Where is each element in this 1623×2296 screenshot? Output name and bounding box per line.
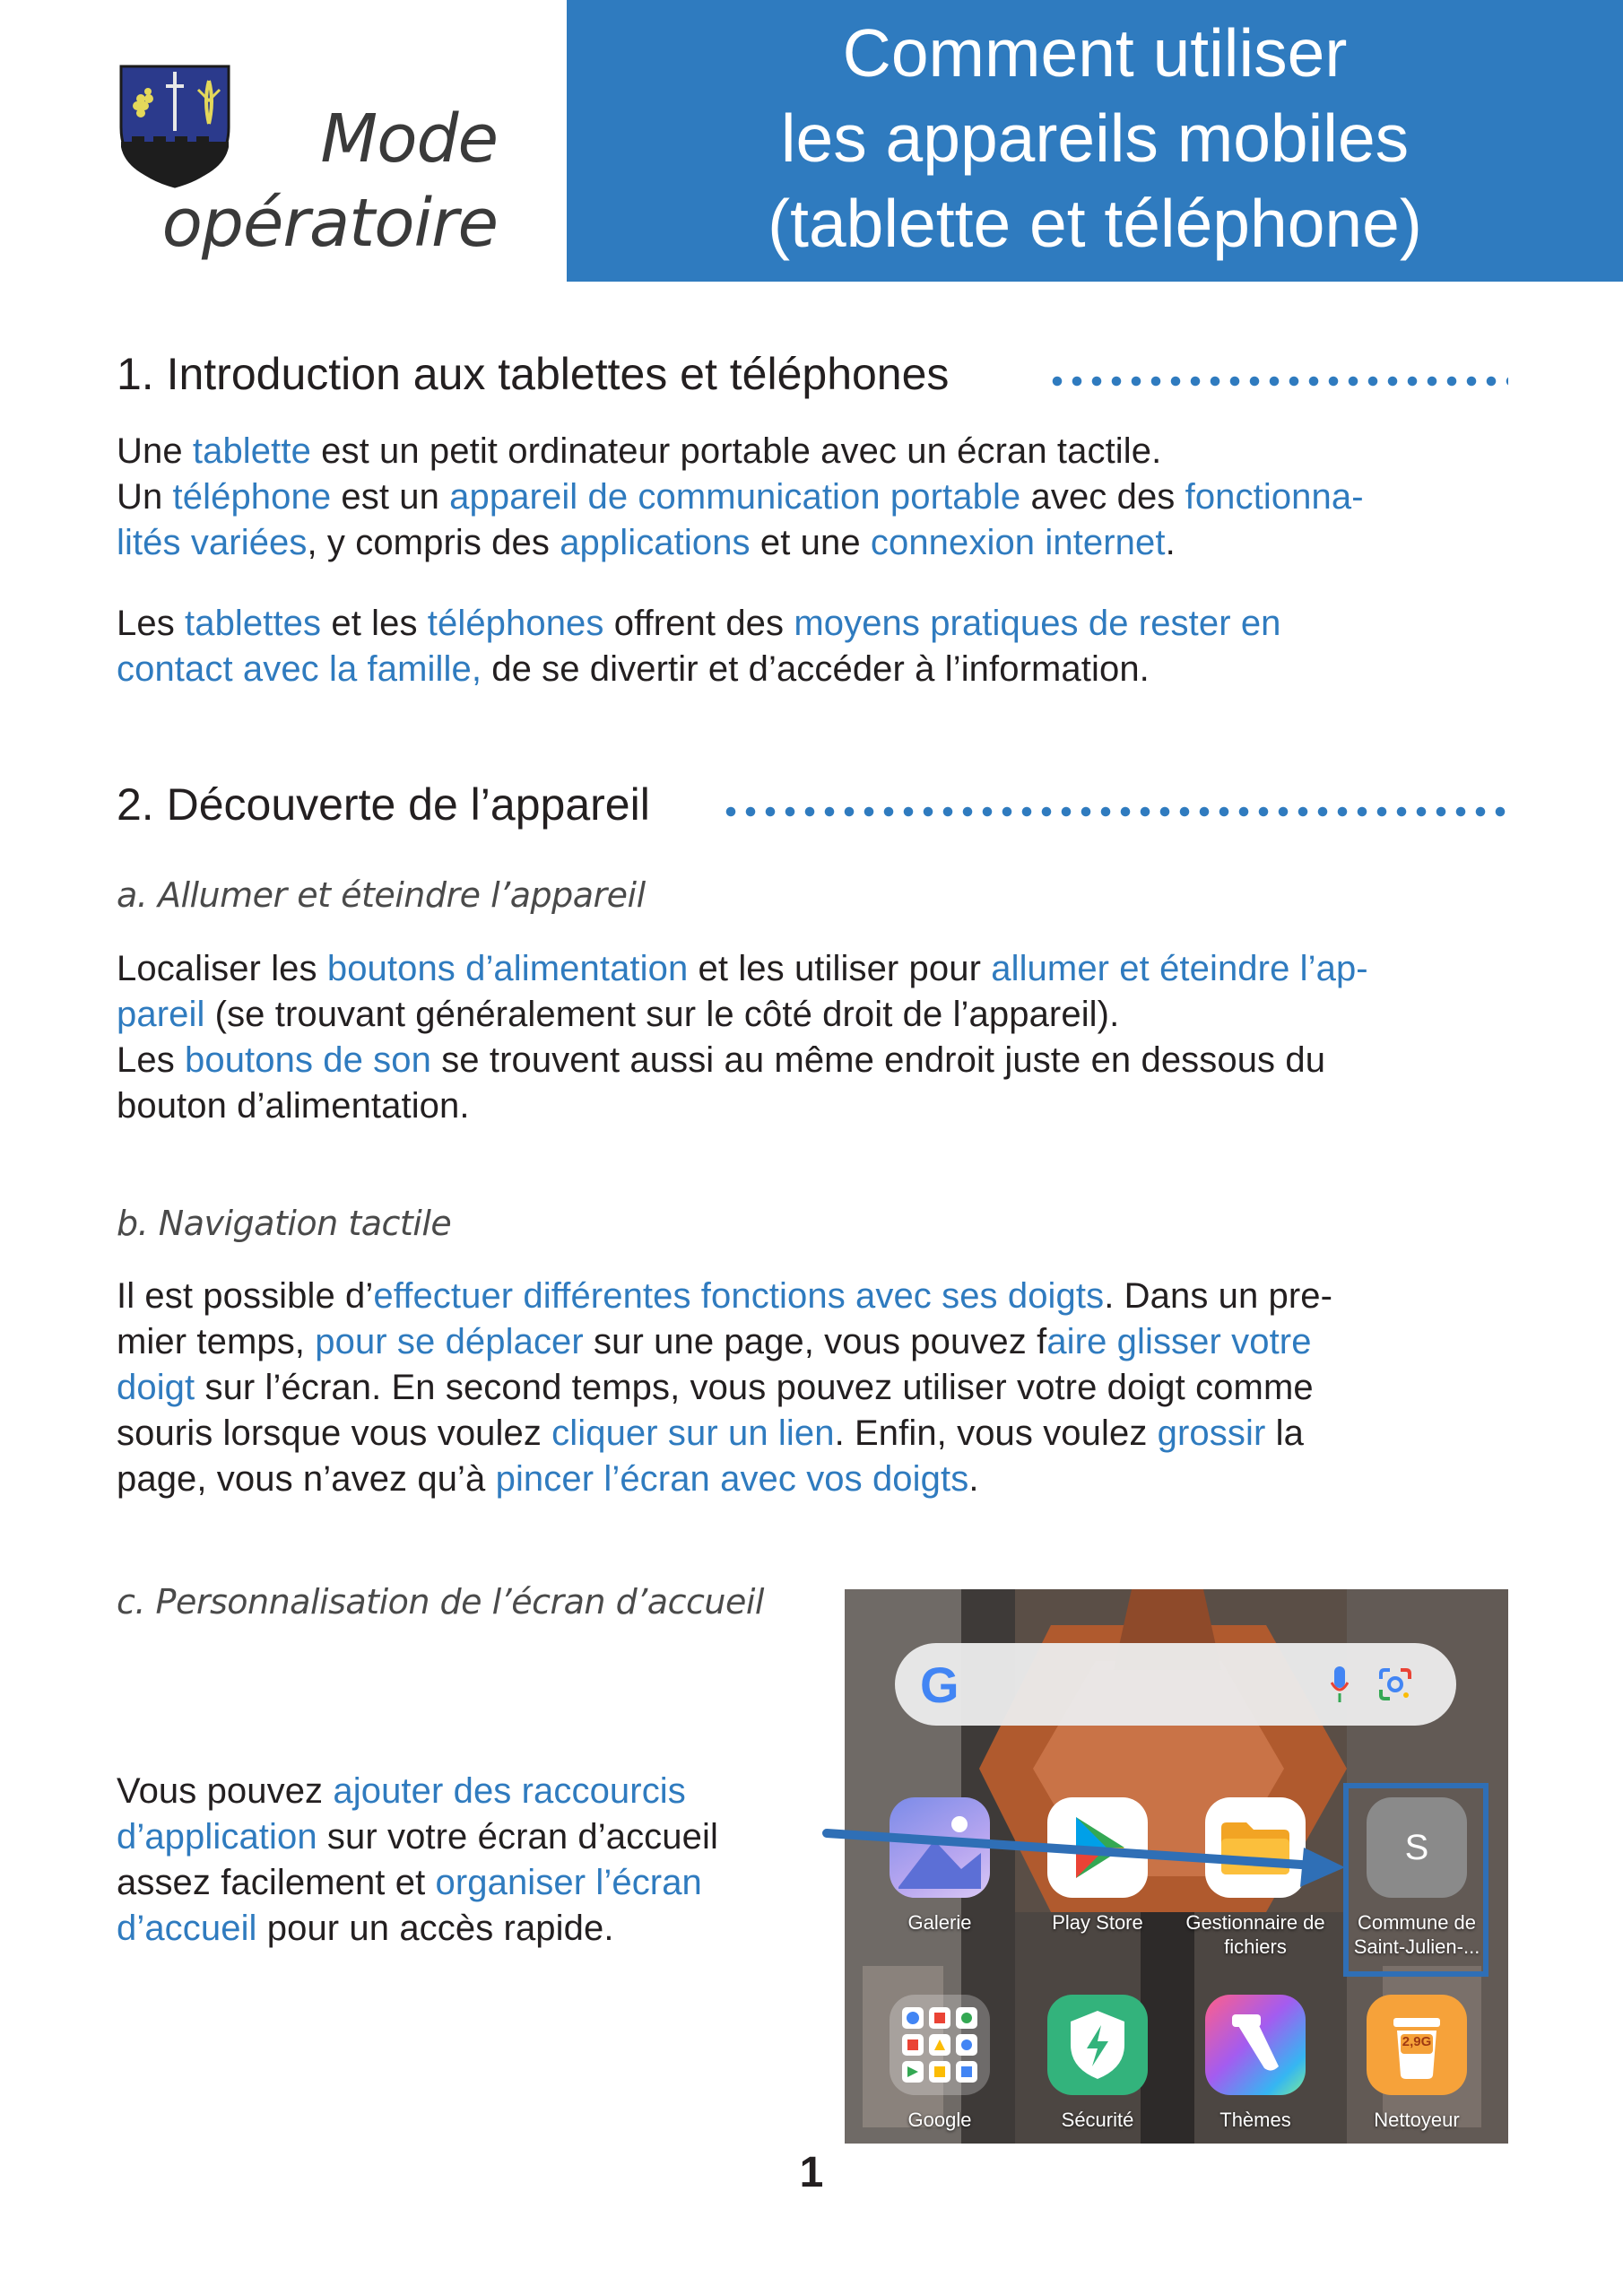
- google-folder-icon: [890, 1995, 990, 2095]
- mode-line-1: Mode: [320, 100, 498, 178]
- highlight-frame: [1343, 1783, 1488, 1977]
- text-run: souris lorsque vous voulez: [117, 1413, 552, 1453]
- section-2-title: 2. Découverte de l’appareil: [117, 779, 650, 830]
- text-run: mier temps,: [117, 1322, 316, 1361]
- text-run: est un petit ordinateur portable avec un écran tactile.: [310, 431, 1162, 471]
- highlighted-term: pincer l’écran avec vos doigts: [495, 1459, 969, 1499]
- app-securite[interactable]: [1026, 1995, 1169, 2132]
- mode-line-2: opératoire: [161, 185, 498, 262]
- text-run: est un: [331, 477, 450, 517]
- title-line-1: Comment utiliser: [842, 15, 1348, 91]
- highlighted-term: connexion internet: [870, 523, 1166, 562]
- text-run: et les utiliser pour: [688, 949, 992, 988]
- section-1-title: 1. Introduction aux tablettes et téléphones: [117, 349, 950, 399]
- text-run: . Enfin, vous voulez: [834, 1413, 1158, 1453]
- highlighted-term: moyens pratiques de rester en: [794, 604, 1281, 643]
- app-label: Google: [907, 2109, 972, 2131]
- pointer-arrow: [825, 1812, 1363, 1883]
- document-type-label: [161, 97, 498, 265]
- highlighted-term: cliquer sur un lien: [551, 1413, 835, 1453]
- app-label: Commune de Saint-Julien-...: [1353, 1911, 1480, 1958]
- app-label: Play Store: [1052, 1911, 1143, 1934]
- text-run: Une: [117, 431, 193, 471]
- text-run: offrent des: [603, 604, 794, 643]
- app-label: Nettoyeur: [1374, 2109, 1460, 2131]
- text-run: se trouvent aussi au même endroit juste en dessous du: [430, 1040, 1326, 1080]
- google-g-icon: G: [920, 1657, 959, 1713]
- subsection-c-paragraph: [117, 1769, 834, 1952]
- highlighted-term: organiser l’écran: [435, 1863, 702, 1902]
- highlighted-term: appareil de communication portable: [449, 477, 1021, 517]
- highlighted-term: fonctionna-: [1185, 477, 1364, 517]
- storage-badge: 2,9G: [1402, 2034, 1432, 2049]
- text-run: et les: [321, 604, 428, 643]
- subsection-a-heading: a. Allumer et éteindre l’appareil: [117, 875, 646, 915]
- title-line-2: les appareils mobiles: [780, 100, 1410, 176]
- highlighted-term: boutons de son: [185, 1040, 431, 1080]
- text-run: sur une page, vous pouvez f: [583, 1322, 1047, 1361]
- microphone-icon[interactable]: [1331, 1665, 1349, 1704]
- highlighted-term: ajouter des raccourcis: [333, 1771, 686, 1811]
- highlighted-term: d’accueil: [117, 1909, 257, 1948]
- app-label: Sécurité: [1061, 2109, 1134, 2131]
- text-run: , y compris des: [307, 523, 560, 562]
- text-run: Il est possible d’: [117, 1276, 374, 1316]
- highlighted-term: boutons d’alimentation: [326, 949, 689, 988]
- app-themes[interactable]: [1184, 1995, 1327, 2132]
- app-label: Galerie: [907, 1911, 972, 1934]
- text-run: Les: [117, 604, 186, 643]
- section-1-dotted-rule: [1047, 375, 1508, 387]
- text-run: .: [968, 1459, 979, 1499]
- text-run: et une: [750, 523, 871, 562]
- text-run: Vous pouvez: [117, 1771, 334, 1811]
- themes-brush-icon: [1205, 1995, 1306, 2095]
- subsection-a-paragraph: [117, 946, 1506, 1129]
- text-run: assez facilement et: [117, 1863, 436, 1902]
- text-run: la: [1265, 1413, 1304, 1453]
- highlighted-term: téléphone: [172, 477, 332, 517]
- subsection-b-paragraph: [117, 1274, 1506, 1502]
- subsection-c-heading: c. Personnalisation de l’écran d’accueil: [117, 1582, 764, 1622]
- highlighted-term: contact avec la famille,: [117, 649, 482, 689]
- highlighted-term: doigt: [117, 1368, 195, 1407]
- subsection-b-heading: b. Navigation tactile: [117, 1204, 452, 1243]
- text-run: Un: [117, 477, 173, 517]
- highlighted-term: aire glisser votre: [1046, 1322, 1312, 1361]
- section-2-dotted-rule: [721, 805, 1508, 818]
- text-run: Les: [117, 1040, 186, 1080]
- section-1-paragraph-2: [117, 601, 1506, 692]
- section-1-paragraph-1: [117, 429, 1506, 566]
- highlighted-term: allumer et éteindre l’ap-: [991, 949, 1368, 988]
- highlighted-term: pareil: [117, 995, 205, 1034]
- highlighted-term: d’application: [117, 1817, 317, 1857]
- highlighted-term: lités variées: [117, 523, 308, 562]
- highlighted-term: applications: [560, 523, 751, 562]
- text-run: (se trouvant généralement sur le côté droit de l’appareil).: [204, 995, 1120, 1034]
- app-google-folder[interactable]: [868, 1995, 1011, 2132]
- title-line-3: (tablette et téléphone): [768, 186, 1422, 261]
- text-run: sur votre écran d’accueil: [317, 1817, 718, 1857]
- google-search-bar[interactable]: [895, 1643, 1456, 1726]
- text-run: .: [1165, 523, 1176, 562]
- google-lens-icon[interactable]: [1377, 1666, 1413, 1702]
- text-run: page, vous n’avez qu’à: [117, 1459, 496, 1499]
- highlighted-term: pour se déplacer: [315, 1322, 584, 1361]
- page-number: 1: [799, 2149, 824, 2196]
- app-label: Gestionnaire de fichiers: [1185, 1911, 1325, 1958]
- highlighted-term: tablette: [192, 431, 311, 471]
- highlighted-term: téléphones: [427, 604, 604, 643]
- text-run: . Dans un pre-: [1104, 1276, 1333, 1316]
- text-run: pour un accès rapide.: [256, 1909, 614, 1948]
- highlighted-term: tablettes: [185, 604, 322, 643]
- page-title-banner: [567, 0, 1623, 282]
- highlighted-term: grossir: [1157, 1413, 1266, 1453]
- text-run: Localiser les: [117, 949, 327, 988]
- security-shield-icon: [1047, 1995, 1148, 2095]
- text-run: de se divertir et d’accéder à l’information.: [482, 649, 1150, 689]
- cleaner-trash-icon: [1367, 1995, 1467, 2095]
- text-run: sur l’écran. En second temps, vous pouvez utiliser votre doigt comme: [195, 1368, 1314, 1407]
- highlighted-term: effectuer différentes fonctions avec ses doigts: [373, 1276, 1105, 1316]
- text-run: avec des: [1020, 477, 1185, 517]
- text-run: bouton d’alimentation.: [117, 1086, 470, 1126]
- app-nettoyeur[interactable]: [1345, 1995, 1488, 2132]
- app-label: Thèmes: [1219, 2109, 1291, 2131]
- shortcut-letter: S: [1404, 1827, 1429, 1867]
